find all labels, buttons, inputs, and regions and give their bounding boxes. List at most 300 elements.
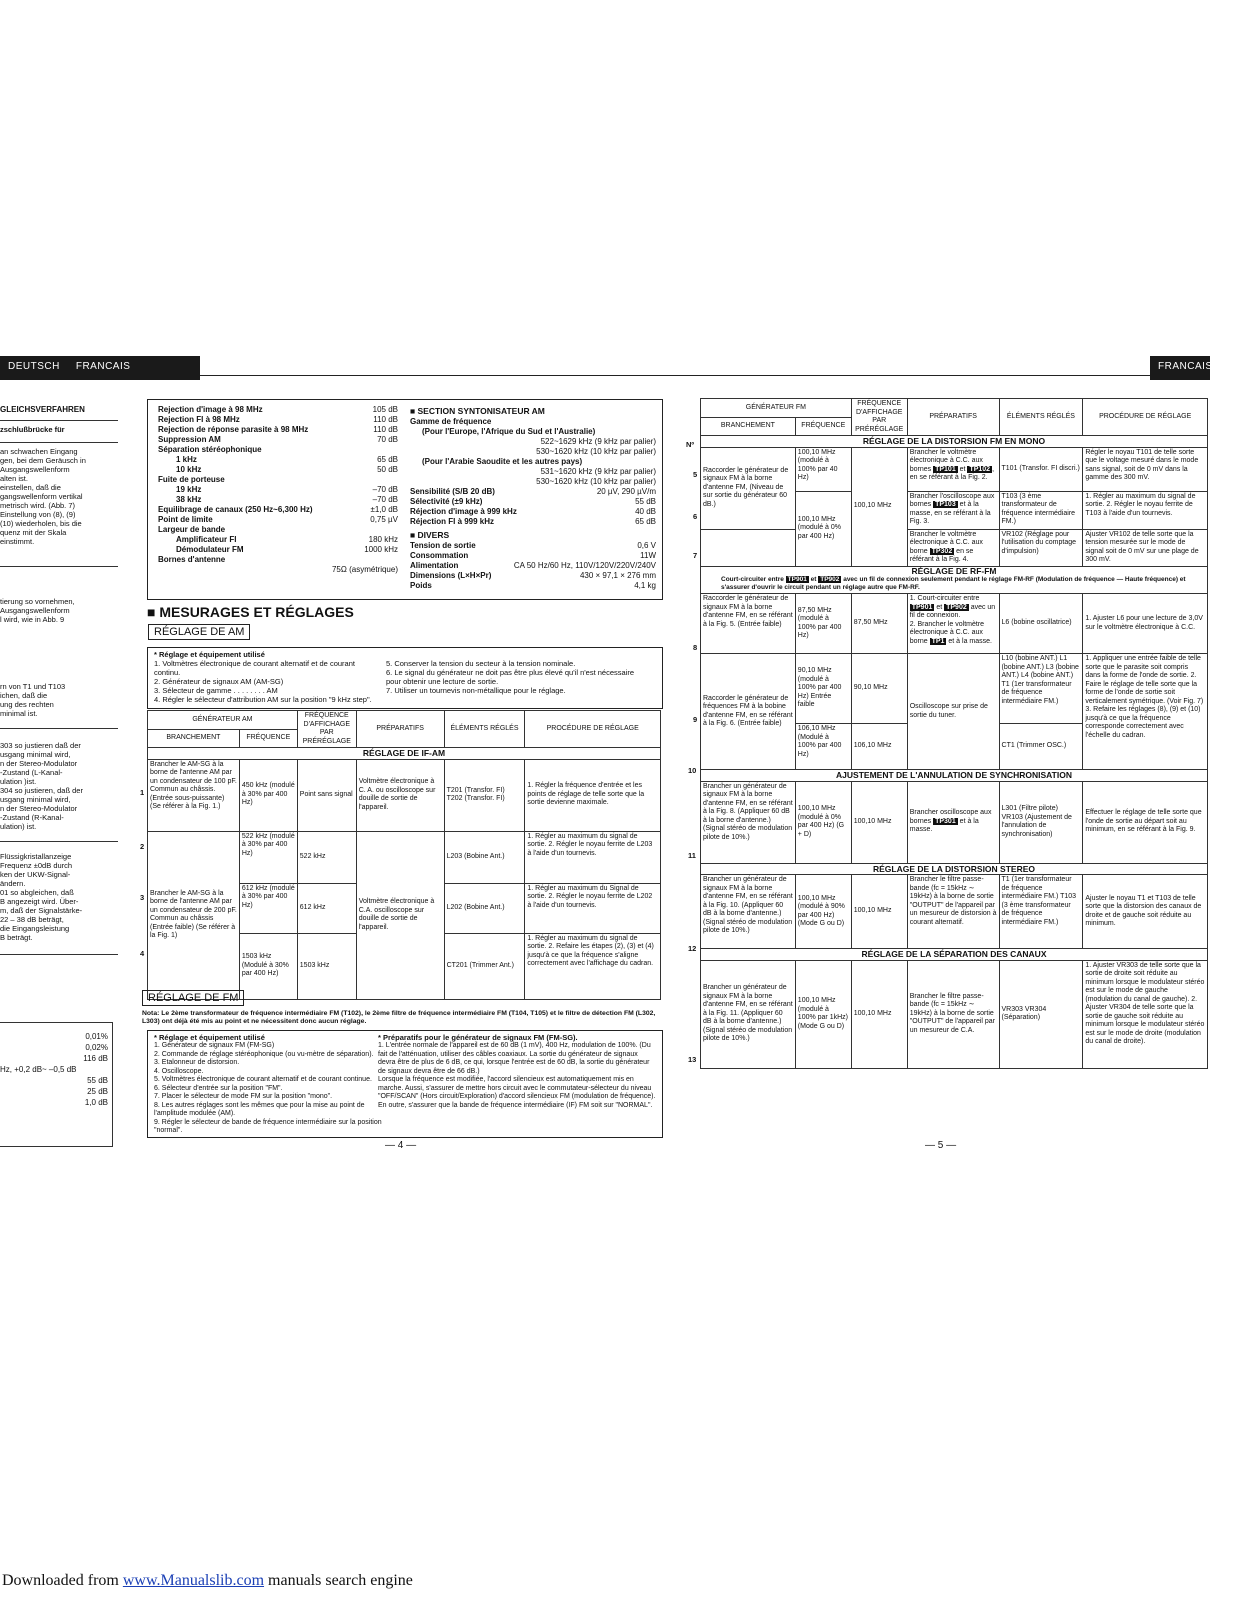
spec-divers-value: 430 × 97,1 × 276 mm <box>579 571 656 580</box>
row8-elem: L6 (bobine oscillatrice) <box>999 594 1083 654</box>
spec-tuner-label: Réjection FI à 999 kHz <box>410 517 495 526</box>
left-text-line: gangswellenform vertikal <box>0 492 83 501</box>
row8-aff: 87,50 MHz <box>851 594 907 654</box>
row9-prep: Oscilloscope sur prise de sortie du tuner. <box>907 654 999 770</box>
fm-equip-item: 8. Les autres réglages sont les mêmes que pour la mise au point de l'amplitude modulée (AM). <box>154 1101 365 1117</box>
tp301-label: TP301 <box>935 817 956 825</box>
row12-freq: 100,10 MHz (modulé à 90% par 400 Hz) (Mode G ou D) <box>795 875 851 949</box>
left-spec-row <box>0 1031 108 1042</box>
row13-prep: Brancher le filtre passe-bande (fc = 15kHz ∼ 19kHz) à la borne de sortie "OUTPUT" de l'appareil par un mesureur de C.A. <box>907 960 999 1068</box>
row11-freq: 100,10 MHz (modulé à 0% par 400 Hz) (G + D) <box>795 781 851 863</box>
spec-left-value: 65 dB <box>377 455 398 464</box>
left-spec-label: Hz, +0,2 dB~ –0,5 dB <box>0 1065 77 1074</box>
spec-left-row <box>158 475 398 485</box>
left-text-line: 304 so justieren, daß der <box>0 786 83 795</box>
am-row-4-elem: CT201 (Trimmer Ant.) <box>444 933 525 999</box>
left-text-line: ulation) ist. <box>0 822 37 831</box>
row-number-7: 7 <box>693 551 698 560</box>
row6-prep: Brancher l'oscilloscope aux bornes TP103 et à la masse, en se référant à la Fig. 3. <box>907 491 999 529</box>
spec-left-row <box>158 465 398 475</box>
spec-tuner-label: Réjection d'image à 999 kHz <box>410 507 517 516</box>
spec-divers-row <box>410 551 656 561</box>
section-tuner-title: SECTION SYNTONISATEUR AM <box>417 406 545 416</box>
spec-left-row <box>158 545 398 555</box>
hdr-prep-fm: PRÉPARATIFS <box>907 399 999 436</box>
am-row-2-proc: 1. Régler au maximum du signal de sortie. 2. Régler le noyau ferrite de L203 à l'aide d'un tournevis. <box>525 831 661 883</box>
spec-tuner-row <box>410 427 656 437</box>
hdr-proc: PROCÉDURE DE RÉGLAGE <box>525 711 661 748</box>
spec-divers-value: 0,6 V <box>637 541 656 550</box>
left-spec-value: 25 dB <box>87 1087 108 1096</box>
am-row-1-branch: Brancher le AM-SG à la borne de l'antenne AM par un condensateur de 100 pF. Commun au châssis. (Entrée sous-puissante) (Se référer à la Fig. 1.) <box>148 759 240 831</box>
am-row-number-2: 2 <box>140 842 145 851</box>
row-number-10: 10 <box>688 766 697 775</box>
spec-tuner-row <box>410 477 656 487</box>
spec-left-row <box>158 565 398 575</box>
spec-tuner-row <box>410 417 656 427</box>
am-row-2-aff: 522 kHz <box>297 831 356 883</box>
spec-tuner-row <box>410 457 656 467</box>
fm-equipment-box: * Réglage et équipement utilisé 1. Générateur de signaux FM (FM-SG) 2. Commande de réglage stéréophonique (ou vu-mètre de séparation). 3. Etalonneur de distorsion. 4. Oscilloscope. 5. Voltmètres électronique de courant alternatif et de courant continue. 6. Sélecteur d'entrée sur la position "FM". 7. Placer le sélecteur de mode FM sur la position "mono". 8. Les autres réglages sont les mêmes que pour la mise au point de l'amplitude modulée (AM). 9. Régler le sélecteur de bande de fréquence intermédiaire sur la position "normal". * Préparatifs pour le générateur de signaux FM (FM-SG). 1. L'entrée normale de l'appareil est de 60 dB (1 mV), 400 Hz, modulation de 100%. (Du fait de l'atténuation, utiliser des câbles coaxiaux. La sortie du générateur de signaux devra être de plus de 6 dB, ce qui, lorsque l'entrée est de 60 dB, la sortie du générateur de signaux devra être de 66 dB.) Lorsque la fréquence est modifiée, l'accord silencieux est automatiquement mis en marche. Aussi, s'assurer de mettre hors circuit avec le commutateur-sélecteur du niveau "OFF/SCAN" (Hors circuit/Exploration) d'accord silencieux FM (modulation de fréquence). En outre, s'assurer que la bande de fréquence intermédiaire (IF) FM soit sur "NORMAL". <box>147 1030 663 1138</box>
page-number-5: — 5 — <box>925 1140 957 1151</box>
left-text-line: n der Stereo-Modulator <box>0 804 78 813</box>
left-text-line: die Eingangsleistung <box>0 924 70 933</box>
left-spec-row <box>0 1064 108 1075</box>
left-text-line: ung des rechten <box>0 700 54 709</box>
spec-divers-label: Dimensions (L×H×Pr) <box>410 571 492 580</box>
hdr-prep: PRÉPARATIFS <box>356 711 444 748</box>
spec-divers-row <box>410 571 656 581</box>
row-number-13: 13 <box>688 1055 697 1064</box>
section-divers-title: DIVERS <box>417 530 450 540</box>
row9-branch: Raccorder le générateur de fréquences FM à la bobine d'antenne FM, en se référant à la Fig. 6. (Entrée faible) <box>701 654 796 770</box>
am-equipment-box: * Réglage et équipement utilisé 1. Voltmètres électronique de courant alternatif et de courant continu. 2. Générateur de signaux AM (AM-SG) 3. Sélecteur de gamme . . . . . . . . AM 4. Régler le sélecteur d'attribution AM sur la position "9 kHz step". 5. Conserver la tension du secteur à la tension nominale. 6. Le signal du générateur ne doit pas être plus élevé qu'il n'est nécessaire pour obtenir une lecture de sortie. 7. Utiliser un tournevis non-métallique pour le réglage. <box>147 647 663 709</box>
am-row-3-prep: Voltmètre électronique à C.A. oscilloscope sur douille de sortie de l'appareil. <box>356 831 444 999</box>
spec-left-label: Equilibrage de canaux (250 Hz~6,300 Hz) <box>158 505 313 514</box>
spec-divers-label: Alimentation <box>410 561 459 570</box>
tp901-label: TP901 <box>787 576 807 583</box>
left-sub: zschlußbrücke für <box>0 425 65 434</box>
row12-elem: T1 (1er transformateur de fréquence intermédiaire FM.) T103 (3 ème transformateur de fréquence intermédiaire FM.) <box>999 875 1083 949</box>
row8-proc: 1. Ajuster L6 pour une lecture de 3,0V sur le voltmètre électronique à C.C. <box>1083 594 1208 654</box>
am-equip-item: 7. Utiliser un tournevis non-métallique pour le réglage. <box>386 686 566 695</box>
am-equip-item: 1. Voltmètres électronique de courant alternatif et de courant continu. <box>154 659 355 677</box>
left-text-line: alten ist. <box>0 474 28 483</box>
am-row-3-elem: L202 (Bobine Ant.) <box>444 883 525 933</box>
fm-heading: RÉGLAGE DE FM <box>142 990 244 1006</box>
spec-left-row <box>158 525 398 535</box>
left-text-line: usgang minimal wird, <box>0 795 71 804</box>
hdr-freq-aff-fm: FRÉQUENCE D'AFFICHAGE PAR PRÉRÉGLAGE <box>851 399 907 436</box>
spec-left-label: Bornes d'antenne <box>158 555 226 564</box>
hdr-no: Nº <box>686 440 695 449</box>
spec-divers-row <box>410 561 656 571</box>
am-row-1-elem: T201 (Transfor. FI) T202 (Transfor. FI) <box>444 759 525 831</box>
left-text-line: Einstellung von (8), (9) <box>0 510 76 519</box>
row5-aff: 100,10 MHz <box>851 447 907 566</box>
hdr-freq: FRÉQUENCE <box>239 729 297 748</box>
left-text-line: m, daß der Signalstärke- <box>0 906 83 915</box>
fm-prep-item: 1. L'entrée normale de l'appareil est de 60 dB (1 mV), 400 Hz, modulation de 100%. (Du fait de l'atténuation, utiliser des câbles coaxiaux. La sortie du générateur de signaux devra être de plus de 6 dB, ce qui, lorsque l'entrée est de 60 dB, la sortie du générateur de signaux devra être de 66 dB.) <box>378 1042 651 1075</box>
row6-elem: T103 (3 ème transformateur de fréquence intermédiaire FM.) <box>999 491 1083 529</box>
main-heading: ■ MESURAGES ET RÉGLAGES <box>147 604 354 620</box>
hdr-proc-fm: PROCÉDURE DE RÉGLAGE <box>1083 399 1208 436</box>
spec-left-label: Rejection FI à 98 MHz <box>158 415 240 424</box>
am-row-4-freq: 1503 kHz (Modulé à 30% par 400 Hz) <box>239 933 297 999</box>
row5-prep: Brancher le voltmètre électronique à C.C. aux bornes TP101 et TP102 , en se référant à la Fig. 2. <box>907 447 999 491</box>
spec-tuner-label: Sensibilité (S/B 20 dB) <box>410 487 495 496</box>
spec-left-label: Largeur de bande <box>158 525 226 534</box>
square-bullet-icon: ■ <box>410 530 416 540</box>
row10-aff: 106,10 MHz <box>851 724 907 770</box>
spec-left-row <box>158 435 398 445</box>
spec-tuner-value: 55 dB <box>635 497 656 506</box>
spec-tuner-value: 40 dB <box>635 507 656 516</box>
tab-francais-1[interactable]: FRANCAIS <box>75 361 131 372</box>
spec-left-label: 19 kHz <box>176 485 202 494</box>
row13-elem: VR303 VR304 (Séparation) <box>999 960 1083 1068</box>
row12-prep: Brancher le filtre passe-bande (fc = 15kHz ∼ 19kHz) à la borne de sortie "OUTPUT" de l'appareil par un mesureur de distorsion à courant alternatif. <box>907 875 999 949</box>
spec-divers-row <box>410 541 656 551</box>
tab-francais-2[interactable]: FRANCAIS <box>8 379 63 390</box>
left-text-line: n der Stereo-Modulator <box>0 759 78 768</box>
spec-tuner-value: 530~1620 kHz (10 kHz par palier) <box>536 447 656 456</box>
row-number-6: 6 <box>693 512 698 521</box>
left-spec-value: 1,0 dB <box>84 1098 108 1107</box>
row6-proc: 1. Régler au maximum du signal de sortie. 2. Régler le noyau ferrite de T103 à l'aide d'un tournevis. <box>1083 491 1208 529</box>
square-bullet-icon: ■ <box>410 406 416 416</box>
left-text-line: minimal ist. <box>0 709 38 718</box>
spec-left-label: 10 kHz <box>176 465 202 474</box>
spec-left-value: 50 dB <box>377 465 398 474</box>
am-row-1-prep: Voltmètre électronique à C. A. ou oscilloscope sur douille de sortie de l'appareil. <box>356 759 444 831</box>
spec-left-value: –70 dB <box>372 495 398 504</box>
spec-left-row <box>158 425 398 435</box>
tp902-label: TP902 <box>820 576 840 583</box>
tp1-label: TP1 <box>931 637 945 645</box>
am-row-3-branch: Brancher le AM-SG à la borne de l'antenne AM par un condensateur de 200 pF. Commun au châssis (Entrée faible) (Se référer à la Fig. 1) <box>148 831 240 999</box>
row11-elem: L301 (Filtre pilote) VR103 (Ajustement de l'annulation de synchronisation) <box>999 781 1083 863</box>
fm-equip-item: 4. Oscilloscope. <box>154 1067 204 1075</box>
row13-branch: Brancher un générateur de signaux FM à la borne d'antenne FM, en se référant à la Fig. 11. (Appliquer 60 dB à la borne d'antenne.) (Signal stéréo de modulation pilote de 10%.) <box>701 960 796 1068</box>
spec-left-row <box>158 485 398 495</box>
spec-divers-value: CA 50 Hz/60 Hz, 110V/120V/220V/240V <box>513 561 656 570</box>
left-text-line: ändern. <box>0 879 26 888</box>
tab-bar-right <box>1150 356 1213 380</box>
fm-equip-item: 2. Commande de réglage stéréophonique (ou vu-mètre de séparation). <box>154 1050 374 1058</box>
footer: Downloaded from www.Manualslib.com manuals search engine <box>2 1572 413 1589</box>
am-row-2-elem: L203 (Bobine Ant.) <box>444 831 525 883</box>
left-text-line: usgang minimal wird, <box>0 750 71 759</box>
am-row-1-proc: 1. Régler la fréquence d'entrée et les points de réglage de telle sorte que la sortie devienne maximale. <box>525 759 661 831</box>
row-number-11: 11 <box>688 851 696 860</box>
row11-branch: Brancher un générateur de signaux FM à la borne d'antenne FM, en se référant à la Fig. 8. (Appliquer 60 dB à la borne d'antenne.) (Signal stéréo de modulation pilote de 10%.) <box>701 781 796 863</box>
spec-left-value: 105 dB <box>372 405 398 414</box>
left-heading: GLEICHSVERFAHREN <box>0 405 85 414</box>
am-row-number-1: 1 <box>140 788 145 797</box>
row11-prep: Brancher oscilloscope aux bornes TP301 et à la masse. <box>907 781 999 863</box>
left-text-line: ken der UKW-Signal- <box>0 870 71 879</box>
tp101-label: TP101 <box>935 465 956 473</box>
row13-aff: 100,10 MHz <box>851 960 907 1068</box>
am-equip-item: 2. Générateur de signaux AM (AM-SG) <box>154 677 284 686</box>
am-equip-title: Réglage et équipement utilisé <box>159 650 265 659</box>
row8-prep: 1. Court-circuiter entre TP901 et TP902 avec un fil de connexion. 2. Brancher le voltmètre électronique à C.C. aux borne TP1 et à la masse. <box>907 594 999 654</box>
left-text-line: (10) wiederholen, bis die <box>0 519 82 528</box>
am-row-2-freq: 522 kHz (modulé à 30% par 400 Hz) <box>239 831 297 883</box>
hdr-gen-fm: GÉNÉRATEUR FM <box>701 399 852 418</box>
row13-freq: 100,10 MHz (modulé à 100% par 1kHz) (Mode G ou D) <box>795 960 851 1068</box>
am-equip-item: 6. Le signal du générateur ne doit pas être plus élevé qu'il n'est nécessaire pour obtenir une lecture de sortie. <box>386 668 635 686</box>
left-spec-row <box>0 1086 108 1097</box>
row9-aff: 90,10 MHz <box>851 654 907 724</box>
row-number-12: 12 <box>688 944 697 953</box>
left-text-line: Ausgangswellenform <box>0 606 70 615</box>
am-row-number-4: 4 <box>140 949 145 958</box>
left-cut-column <box>0 405 118 955</box>
spec-left-value: ±1,0 dB <box>370 505 398 514</box>
left-block-1 <box>0 447 118 546</box>
left-text-line: tierung so vornehmen, <box>0 597 75 606</box>
left-text-line: Flüssigkristallanzeige <box>0 852 72 861</box>
left-spec-row <box>0 1042 108 1053</box>
row7-proc: Ajuster VR102 de telle sorte que la tension mesurée sur le mode de signal soit de 0 mV sur une plage de 300 mV. <box>1083 529 1208 566</box>
spec-tuner-label: (Pour l'Europe, l'Afrique du Sud et l'Australie) <box>422 427 596 436</box>
spec-left-value: 180 kHz <box>368 535 398 544</box>
spec-tuner-row <box>410 467 656 477</box>
row9-proc: 1. Appliquer une entrée faible de telle sorte que le parasite soit compris dans la forme de l'onde de sortie. 2. Faire le réglage de telle sorte que la forme de l'onde de sortie soit verticalement symétrique. (Voir Fig. 7) 3. Refaire les réglages (8), (9) et (10) jusqu'à ce que la fréquence corresponde correctement avec l'échelle du cadran. <box>1083 654 1208 770</box>
tab-bar-left <box>0 356 200 390</box>
row12-branch: Brancher un générateur de signaux FM à la borne d'antenne FM, en se référant à la Fig. 10. (Appliquer 60 dB à la borne d'antenne.) (Signal stéréo de modulation pilote de 10%.) <box>701 875 796 949</box>
row-number-8: 8 <box>693 643 698 652</box>
spec-tuner-row <box>410 507 656 517</box>
rf-note: Court-circuiter entre TP901 et TP902 avec un fil de connexion seulement pendant le réglage FM-RF (Modulation de fréquence — Haute fréquence) et s'assurer d'ouvrir le circuit pendant un réglage autre que FM-RF. <box>721 576 1186 591</box>
tp902-label-2: TP902 <box>946 603 967 611</box>
left-text-line: gen, bei dem Geräusch in <box>0 456 86 465</box>
hdr-elem-fm: ÉLÉMENTS RÉGLÉS <box>999 399 1083 436</box>
spec-divers-value: 4,1 kg <box>634 581 656 590</box>
spec-divers-label: Consommation <box>410 551 469 560</box>
rf-fm-title: RÉGLAGE DE RF-FM <box>701 567 1207 576</box>
fm-prep-item: Lorsque la fréquence est modifiée, l'accord silencieux est automatiquement mis en marche. Aussi, s'assurer de mettre hors circuit avec le commutateur-sélecteur du niveau "OFF/SCAN" (Hors circuit/Exploration) d'accord silencieux FM (modulation de fréquence). En outre, s'assurer que la bande de fréquence intermédiaire (IF) FM soit sur "NORMAL". <box>378 1076 656 1109</box>
tp102-label: TP102 <box>969 465 991 473</box>
row5-elem: T101 (Transfor. FI discri.) <box>999 447 1083 491</box>
row8-branch: Raccorder le générateur de signaux FM à la borne d'antenne FM, en se référant à la Fig. 5. (Entrée faible) <box>701 594 796 654</box>
am-row-3-aff: 612 kHz <box>297 883 356 933</box>
specs-right <box>410 405 656 591</box>
left-block-4 <box>0 741 118 831</box>
left-text-line: metrisch wird. (Abb. 7) <box>0 501 76 510</box>
spec-tuner-value: 522~1629 kHz (9 kHz par palier) <box>540 437 656 446</box>
row10-freq: 106,10 MHz (Modulé à 100% par 400 Hz) <box>795 724 851 770</box>
spec-box <box>147 399 663 600</box>
spec-left-label: Rejection de réponse parasite à 98 MHz <box>158 425 309 434</box>
left-block-2 <box>0 597 118 624</box>
fm-table <box>700 398 1208 1069</box>
fm-equip-item: 9. Régler le sélecteur de bande de fréquence intermédiaire sur la position "normal". <box>154 1118 382 1134</box>
hdr-branch: BRANCHEMENT <box>148 729 240 748</box>
spec-tuner-row <box>410 437 656 447</box>
left-text-line: 303 so justieren daß der <box>0 741 81 750</box>
spec-left-label: Suppression AM <box>158 435 221 444</box>
left-text-line: Frequenz ±0dB durch <box>0 861 73 870</box>
left-text-line: einstimmt. <box>0 537 35 546</box>
spec-left-row <box>158 415 398 425</box>
row12-aff: 100,10 MHz <box>851 875 907 949</box>
row-number-5: 5 <box>693 470 698 479</box>
fm-equip-item: 6. Sélecteur d'entrée sur la position "FM". <box>154 1084 283 1092</box>
square-bullet-icon: ■ <box>147 604 156 620</box>
fm-equip-item: 5. Voltmètres électronique de courant alternatif et de courant continue. <box>154 1076 372 1083</box>
left-text-line: an schwachen Eingang <box>0 447 78 456</box>
spec-tuner-label: Sélectivité (±9 kHz) <box>410 497 483 506</box>
spec-left-row <box>158 515 398 525</box>
am-row-1-freq: 450 kHz (modulé à 30% par 400 Hz) <box>239 759 297 831</box>
fm-equip-item: 7. Placer le sélecteur de mode FM sur la position "mono". <box>154 1093 333 1100</box>
row6-freq: 100,10 MHz (modulé à 0% par 400 Hz) <box>795 491 851 566</box>
spec-divers-row <box>410 581 656 591</box>
tab-deutsch[interactable]: DEUTSCH <box>8 361 60 372</box>
row7-prep: Brancher le voltmètre électronique à C.C. aux borne TP302 en se référant à la Fig. 4. <box>907 529 999 566</box>
spec-tuner-value: 65 dB <box>635 517 656 526</box>
left-text-line: 01 so abgleichen, daß <box>0 888 74 897</box>
fm-prep-title: Préparatifs pour le générateur de signaux FM (FM-SG). <box>383 1033 578 1042</box>
left-spec-value: 0,02% <box>85 1043 108 1052</box>
hdr-elem: ÉLÉMENTS RÉGLÉS <box>444 711 525 748</box>
hdr-freq-aff: FRÉQUENCE D'AFFICHAGE PAR PRÉRÉGLAGE <box>297 711 356 748</box>
left-text-line: 22 – 38 dB beträgt, <box>0 915 64 924</box>
am-table <box>147 710 661 1000</box>
spec-left-row <box>158 555 398 565</box>
am-row-1-aff: Point sans signal <box>297 759 356 831</box>
sep-title: RÉGLAGE DE LA SÉPARATION DES CANAUX <box>701 949 1208 961</box>
am-equip-item: 5. Conserver la tension du secteur à la tension nominale. <box>386 659 576 668</box>
left-text-line: einstellen, daß die <box>0 483 61 492</box>
left-spec-value: 55 dB <box>87 1076 108 1085</box>
tp103-label: TP103 <box>935 501 956 508</box>
spec-tuner-row <box>410 447 656 457</box>
fm-equip-item: 3. Etalonneur de distorsion. <box>154 1059 240 1066</box>
spec-left-value: 70 dB <box>377 435 398 444</box>
fm-equip-item: 1. Générateur de signaux FM (FM-SG) <box>154 1042 275 1049</box>
hdr-gen-am: GÉNÉRATEUR AM <box>148 711 298 730</box>
left-block-5 <box>0 852 118 942</box>
manualslib-link[interactable]: www.Manualslib.com <box>122 1572 265 1589</box>
dist-mono-title: RÉGLAGE DE LA DISTORSION FM EN MONO <box>701 436 1208 448</box>
fm-note: Nota: Le 2ème transformateur de fréquence intermédiaire FM (T102), le 2ème filtre de fréquence intermédiaire FM (T104, T105) et le filtre de détection FM (L302, L303) ont déjà été mis au point et ne nécessitent donc aucun réglage. <box>142 1010 656 1025</box>
spec-left-label: Démodulateur FM <box>176 545 244 554</box>
spec-tuner-row <box>410 487 656 497</box>
left-spec-row <box>0 1075 108 1086</box>
spec-left-row <box>158 495 398 505</box>
spec-left-label: Point de limite <box>158 515 213 524</box>
tp302-label: TP302 <box>931 547 953 555</box>
spec-tuner-row <box>410 517 656 527</box>
left-text-line: rn von T1 und T103 <box>0 682 66 691</box>
row-number-9: 9 <box>693 715 698 724</box>
row5-freq: 100,10 MHz (modulé à 100% par 40 Hz) <box>795 447 851 491</box>
am-row-number-3: 3 <box>140 893 145 902</box>
spec-left-row <box>158 405 398 415</box>
row5-proc: Régler le noyau T101 de telle sorte que le voltage mesuré dans le mode sans signal, soit de 0 mV dans la gamme des 300 mV. <box>1083 447 1208 491</box>
am-equip-item: 3. Sélecteur de gamme . . . . . . . . AM <box>154 686 278 695</box>
left-text-line: B beträgt. <box>0 933 33 942</box>
specs-left <box>158 405 398 575</box>
spec-left-label: 38 kHz <box>176 495 202 504</box>
left-text-line: ulation )ist. <box>0 777 37 786</box>
am-row-3-proc: 1. Régler au maximum du Signal de sortie. 2. Régler le noyau ferrite de L202 à l'aide d'un tournevis. <box>525 883 661 933</box>
hdr-branch-fm: BRANCHEMENT <box>701 417 796 436</box>
left-text-line: l wird, wie in Abb. 9 <box>0 615 65 624</box>
row13-proc: 1. Ajuster VR303 de telle sorte que la sortie de droite soit réduite au minimum lorsque le modulateur stéréo est sur le mode de gauche (modulation du canal de gauche). 2. Ajuster VR304 de telle sorte que la sortie de gauche soit réduite au minimum lorsque le modulateur stéréo est sur le mode de droite (modulation du canal de droite). <box>1083 960 1208 1068</box>
row12-proc: Ajuster le noyau T1 et T103 de telle sorte que la distorsion des canaux de droite et de gauche soit réduite au minimum. <box>1083 875 1208 949</box>
left-text-line: -Zustand (L-Kanal- <box>0 768 63 777</box>
left-spec-row <box>0 1053 108 1064</box>
am-equip-item: 4. Régler le sélecteur d'attribution AM sur la position "9 kHz step". <box>154 695 372 704</box>
sync-title: AJUSTEMENT DE L'ANNULATION DE SYNCHRONISATION <box>701 770 1208 782</box>
if-am-title: RÉGLAGE DE IF-AM <box>148 748 661 760</box>
spec-left-label: Rejection d'image à 98 MHz <box>158 405 263 414</box>
spec-left-row <box>158 445 398 455</box>
spec-left-label: Séparation stéréophonique <box>158 445 262 454</box>
am-row-4-proc: 1. Régler au maximum du signal de sortie. 2. Refaire les étapes (2), (3) et (4) jusqu'à ce que la fréquence s'aligne correctement avec l'affichage du cadran. <box>525 933 661 999</box>
spec-divers-value: 11W <box>640 551 656 560</box>
left-text-line: Ausgangswellenform <box>0 465 70 474</box>
left-spec-row <box>0 1097 108 1108</box>
spec-left-row <box>158 505 398 515</box>
row11-aff: 100,10 MHz <box>851 781 907 863</box>
row9-freq: 90,10 MHz (modulé à 100% par 400 Hz) Entrée faible <box>795 654 851 724</box>
dist-stereo-title: RÉGLAGE DE LA DISTORSION STEREO <box>701 863 1208 875</box>
left-text-line: ichen, daß die <box>0 691 48 700</box>
row5-branch: Raccorder le générateur de signaux FM à la borne d'antenne FM, (Niveau de sur sortie du générateur 60 dB.) <box>701 447 796 529</box>
spec-tuner-value: 20 µV, 290 µV/m <box>596 487 656 496</box>
spec-tuner-label: Gamme de fréquence <box>410 417 492 426</box>
am-row-3-freq: 612 kHz (modulé à 30% par 400 Hz) <box>239 883 297 933</box>
left-specs-box <box>0 1022 113 1147</box>
left-spec-value: 0,01% <box>85 1032 108 1041</box>
spec-tuner-value: 530~1620 kHz (10 kHz par palier) <box>536 477 656 486</box>
spec-left-label: Fuite de porteuse <box>158 475 225 484</box>
am-row-4-aff: 1503 kHz <box>297 933 356 999</box>
spec-left-label: 1 kHz <box>176 455 197 464</box>
hdr-freq-fm: FRÉQUENCE <box>795 417 851 436</box>
spec-tuner-row <box>410 497 656 507</box>
spec-divers-label: Tension de sortie <box>410 541 476 550</box>
left-text-line: -Zustand (R-Kanal- <box>0 813 64 822</box>
spec-left-value: 75Ω (asymétrique) <box>331 565 398 574</box>
spec-tuner-label: (Pour l'Arabie Saoudite et les autres pays) <box>422 457 583 466</box>
spec-left-value: 1000 kHz <box>364 545 398 554</box>
row11-proc: Effectuer le réglage de telle sorte que l'onde de sortie au départ soit au minimum, en se référant à la Fig. 9. <box>1083 781 1208 863</box>
tp901-label-2: TP901 <box>911 603 933 611</box>
page-number-4: — 4 — <box>385 1140 417 1151</box>
row8-freq: 87,50 MHz (modulé à 100% par 400 Hz) <box>795 594 851 654</box>
spec-divers-label: Poids <box>410 581 432 590</box>
spec-left-value: –70 dB <box>372 485 398 494</box>
spec-left-value: 110 dB <box>373 425 398 434</box>
left-text-line: B angezeigt wird. Über- <box>0 897 79 906</box>
am-heading: RÉGLAGE DE AM <box>148 624 250 640</box>
spec-left-row <box>158 455 398 465</box>
row7-elem: VR102 (Réglage pour l'utilisation du comptage d'impulsion) <box>999 529 1083 566</box>
spec-left-label: Amplificateur FI <box>176 535 237 544</box>
left-spec-value: 116 dB <box>83 1054 108 1063</box>
spec-left-value: 110 dB <box>373 415 398 424</box>
row9-elem: L10 (bobine ANT.) L1 (bobine ANT.) L3 (bobine ANT.) L4 (bobine ANT.) T1 (1er transformateur de fréquence intermédiaire FM.) <box>999 654 1083 724</box>
spec-left-row <box>158 535 398 545</box>
tab-francais-right[interactable]: FRANCAIS <box>1158 361 1213 372</box>
